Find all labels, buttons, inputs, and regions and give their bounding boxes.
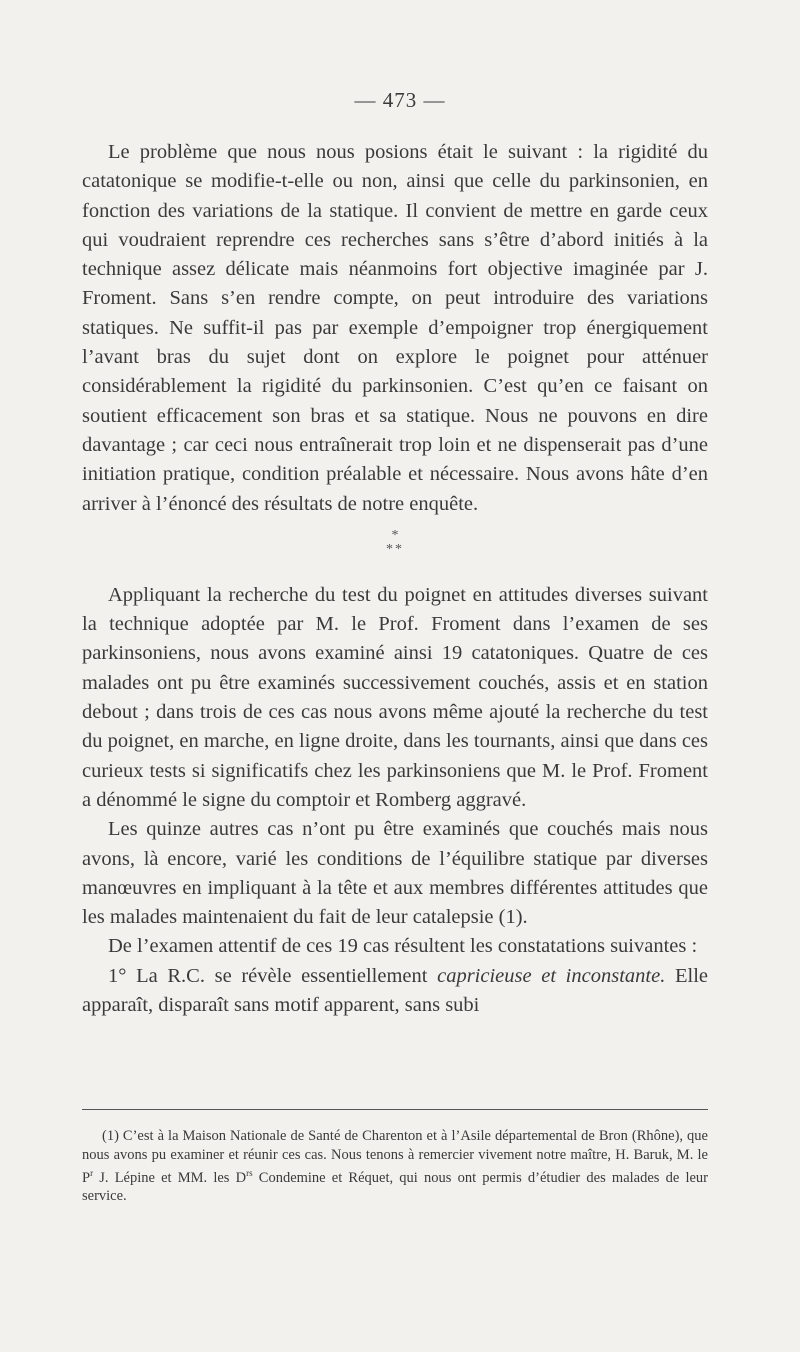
paragraph-5 bbox=[82, 962, 708, 1021]
footnote bbox=[82, 1127, 708, 1206]
section-separator bbox=[82, 529, 708, 557]
asterism-bottom: ** bbox=[386, 541, 404, 557]
footnote-sup-1: r bbox=[90, 1168, 94, 1178]
footnote-part-a: (1) C’est à la Maison Nationale de Santé de Charenton et à l’Asile départemental de Bron (Rhône), que nous avons pu examiner et réunir ces cas. Nous tenons à remercier vivement notre maître, H. Baruk, M. le P bbox=[82, 1128, 708, 1186]
footnote-part-c: Condemine et Réquet, qui nous ont permis d’étudier des malades de leur service. bbox=[82, 1169, 708, 1205]
main-text bbox=[82, 138, 708, 1020]
paragraph-4: De l’examen attentif de ces 19 cas résultent les constatations suivantes : bbox=[108, 935, 698, 958]
footnote-part-b: J. Lépine et MM. les D bbox=[93, 1169, 247, 1186]
footnote-rule bbox=[82, 1109, 708, 1110]
paragraph-5-italic: capricieuse et inconstante. bbox=[437, 964, 666, 987]
page-number: — 473 — bbox=[354, 88, 446, 112]
paragraph-5-rest: Elle apparaît, disparaît sans motif apparent, sans subi bbox=[82, 964, 708, 1017]
footnote-text bbox=[82, 1127, 708, 1206]
paragraph-2: Appliquant la recherche du test du poignet en attitudes diverses suivant la technique adoptée par M. le Prof. Froment dans l’examen de ses parkinsoniens, nous avons examiné ainsi 19 catatoniques. Quatre de ces malades ont pu être examinés successivement couchés, assis et en station debout ; dans trois de ces cas nous avons même ajouté la recherche du test du poignet, en marche, en ligne droite, dans les tournants, ainsi que dans ces curieux tests si significatifs chez les parkinsoniens que M. le Prof. Froment a dénommé le signe du comptoir et Romberg aggravé. bbox=[82, 583, 708, 811]
paragraph-5-lead: 1° La R.C. se révèle essentiellement bbox=[108, 964, 438, 987]
asterism-top: * bbox=[391, 527, 399, 543]
paragraph-3: Les quinze autres cas n’ont pu être examinés que couchés mais nous avons, là encore, varié les conditions de l’équilibre statique par diverses manœuvres en impliquant à la tête et aux membres différentes attitudes que les malades maintenaient du fait de leur catalepsie (1). bbox=[82, 818, 708, 929]
paragraph-1: Le problème que nous nous posions était le suivant : la rigidité du catatonique se modifie-t-elle ou non, ainsi que celle du parkinsonien, en fonction des variations de la statique. Il convient de mettre en garde ceux qui voudraient reprendre ces recherches sans s’être d’abord initiés à la technique assez délicate mais néanmoins fort objective imaginée par J. Froment. Sans s’en rendre compte, on peut introduire des variations statiques. Ne suffit-il pas par exemple d’empoigner trop énergiquement l’avant bras du sujet dont on explore le poignet pour atténuer considérablement la rigidité du parkinsonien. C’est qu’en ce faisant on soutient efficacement son bras et sa statique. Nous ne pouvons en dire davantage ; car ceci nous entraînerait trop loin et ne dispenserait pas d’une initiation pratique, condition préalable et nécessaire. Nous avons hâte d’en arriver à l’énoncé des résultats de notre enquête. bbox=[82, 141, 708, 515]
footnote-sup-2: rs bbox=[246, 1168, 253, 1178]
